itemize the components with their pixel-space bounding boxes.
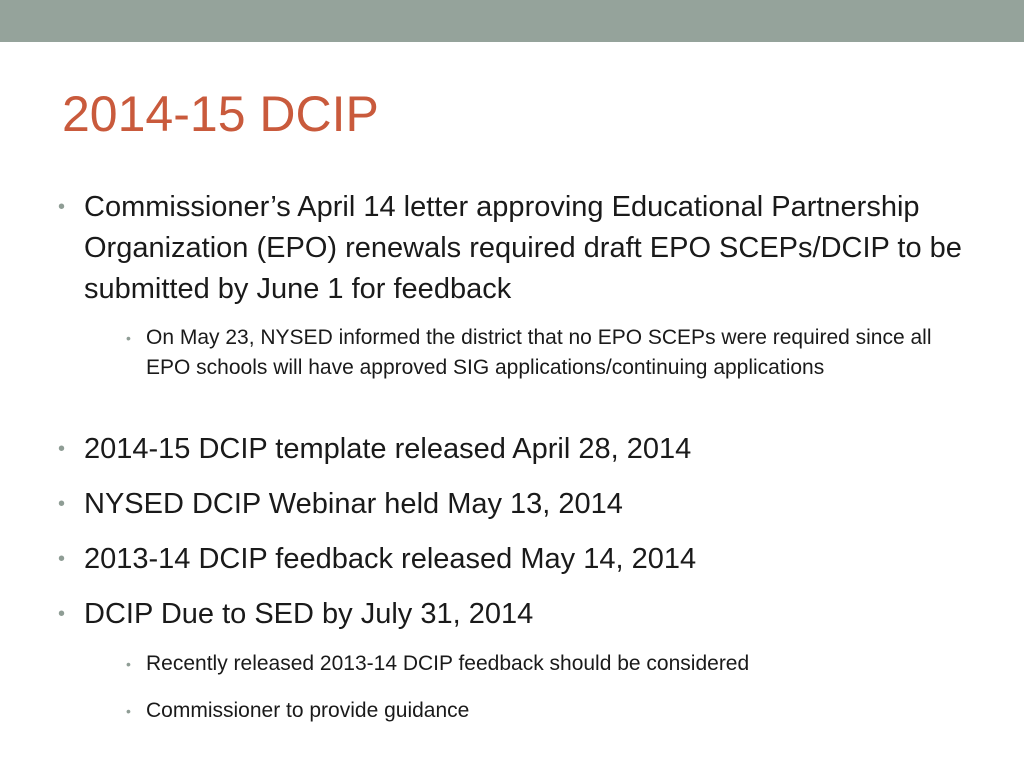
bullet-dot-icon: •: [126, 330, 131, 346]
bullet-text: 2014-15 DCIP template released April 28, 2014: [84, 433, 692, 465]
bullet-item-2: [58, 429, 978, 470]
bullet-dot-icon: •: [126, 703, 131, 719]
bullet-text: DCIP Due to SED by July 31, 2014: [84, 598, 534, 630]
bullet-dot-icon: •: [58, 196, 66, 218]
sub-bullet-item-5-1: [126, 649, 956, 679]
header-bar: [0, 0, 1024, 42]
bullet-text: Commissioner’s April 14 letter approving Educational Partnership Organization (EPO) renewals required draft EPO SCEPs/DCIP to be submitted by June 1 for feedback: [84, 191, 962, 305]
bullet-dot-icon: •: [126, 656, 131, 672]
sub-bullet-text: Commissioner to provide guidance: [146, 699, 470, 722]
bullet-dot-icon: •: [58, 493, 66, 515]
slide-title: 2014-15 DCIP: [62, 86, 379, 142]
bullet-item-5: [58, 594, 978, 635]
sub-bullet-item-5-2: [126, 696, 956, 726]
bullet-dot-icon: •: [58, 603, 66, 625]
sub-bullet-text: On May 23, NYSED informed the district that no EPO SCEPs were required since all EPO schools will have approved SIG applications/continuing applications: [146, 326, 932, 379]
bullet-item-4: [58, 539, 978, 580]
bullet-item-3: [58, 484, 978, 525]
sub-bullet-text: Recently released 2013-14 DCIP feedback should be considered: [146, 652, 750, 675]
bullet-dot-icon: •: [58, 438, 66, 460]
sub-bullet-item-1-1: [126, 323, 956, 383]
bullet-text: NYSED DCIP Webinar held May 13, 2014: [84, 488, 623, 520]
bullet-text: 2013-14 DCIP feedback released May 14, 2014: [84, 543, 697, 575]
bullet-dot-icon: •: [58, 548, 66, 570]
bullet-item-1: [58, 187, 978, 310]
